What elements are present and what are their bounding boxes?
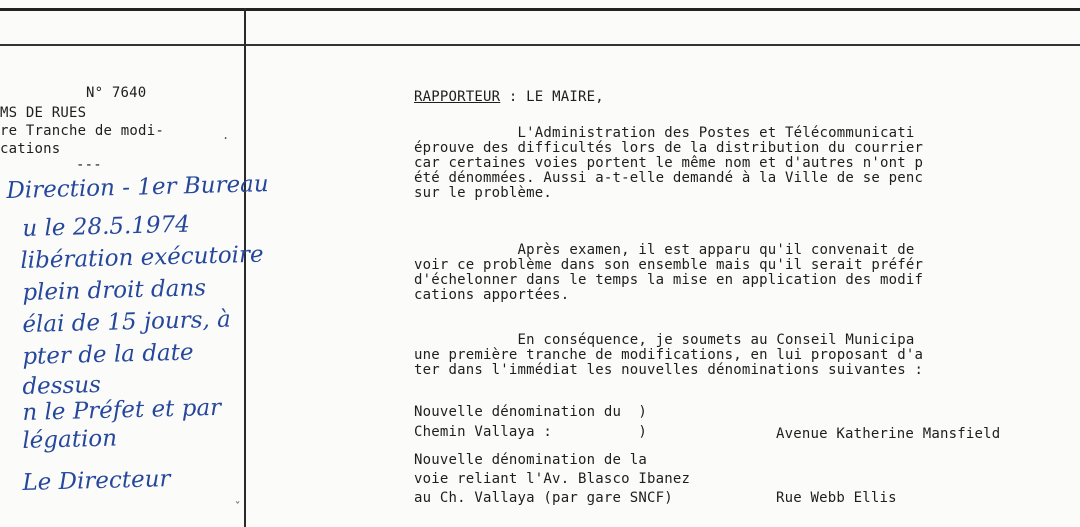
paragraph-2-line: cations apportées. xyxy=(414,287,570,303)
paragraph-2-line: voir ce problème dans son ensemble mais qu'il serait préfér xyxy=(414,257,924,273)
handwritten-line-8: n le Préfet et par xyxy=(22,394,222,426)
handwritten-line-10: Le Directeur xyxy=(22,466,171,496)
entry-2-old-line-3: au Ch. Vallaya (par gare SNCF) xyxy=(414,490,673,506)
handwritten-line-9: légation xyxy=(22,425,118,454)
subject-separator: --- xyxy=(76,157,102,173)
handwritten-line-2: u le 28.5.1974 xyxy=(22,211,191,242)
entry-2-old-line-2: voie reliant l'Av. Blasco Ibanez xyxy=(414,471,691,487)
handwritten-line-4: plein droit dans xyxy=(22,275,207,306)
handwritten-line-3: libération exécutoire xyxy=(20,241,264,274)
subject-line-2: re Tranche de modi- xyxy=(0,123,164,139)
margin-dot: . xyxy=(222,128,230,142)
deliberation-number: N° 7640 xyxy=(86,85,147,101)
top-border-rule xyxy=(0,8,1080,11)
margin-tick: ˇ xyxy=(234,500,242,514)
paragraph-3-line: En conséquence, je soumets au Conseil Municipa xyxy=(414,332,915,348)
paragraph-1-line: été dénommées. Aussi a-t-elle demandé à la Ville de se penc xyxy=(414,170,924,186)
paragraph-1-line: sur le problème. xyxy=(414,185,553,201)
rapporteur-label: RAPPORTEUR xyxy=(414,89,501,105)
handwritten-line-7: dessus xyxy=(22,371,102,400)
handwritten-line-1: Direction - 1er Bureau xyxy=(6,171,269,204)
paragraph-3-line: ter dans l'immédiat les nouvelles dénominations suivantes : xyxy=(414,362,924,378)
rapporteur-line xyxy=(414,90,604,105)
subject-line-3: cations xyxy=(0,141,61,157)
header-separator-rule xyxy=(0,44,1080,46)
paragraph-1-line: L'Administration des Postes et Télécommunicati xyxy=(414,125,915,141)
handwritten-line-6: pter de la date xyxy=(22,339,194,370)
entry-2-new-name: Rue Webb Ellis xyxy=(776,490,897,506)
entry-2-old-line-1: Nouvelle dénomination de la xyxy=(414,452,647,468)
entry-1-old-line-1: Nouvelle dénomination du ) xyxy=(414,404,647,420)
handwritten-line-5: élai de 15 jours, à xyxy=(22,306,232,338)
entry-1-old-line-2: Chemin Vallaya : ) xyxy=(414,424,647,440)
rapporteur-value: : LE MAIRE, xyxy=(500,89,604,105)
paragraph-3-line: une première tranche de modifications, en lui proposant d'a xyxy=(414,347,924,363)
subject-line-1: MS DE RUES xyxy=(0,105,87,121)
paragraph-1-line: éprouve des difficultés lors de la distribution du courrier xyxy=(414,140,924,156)
entry-1-new-name: Avenue Katherine Mansfield xyxy=(776,426,1001,442)
paragraph-1-line: car certaines voies portent le même nom et d'autres n'ont p xyxy=(414,155,924,171)
paragraph-2-line: Après examen, il est apparu qu'il convenait de xyxy=(414,242,915,258)
paragraph-2-line: d'échelonner dans le temps la mise en application des modif xyxy=(414,272,924,288)
